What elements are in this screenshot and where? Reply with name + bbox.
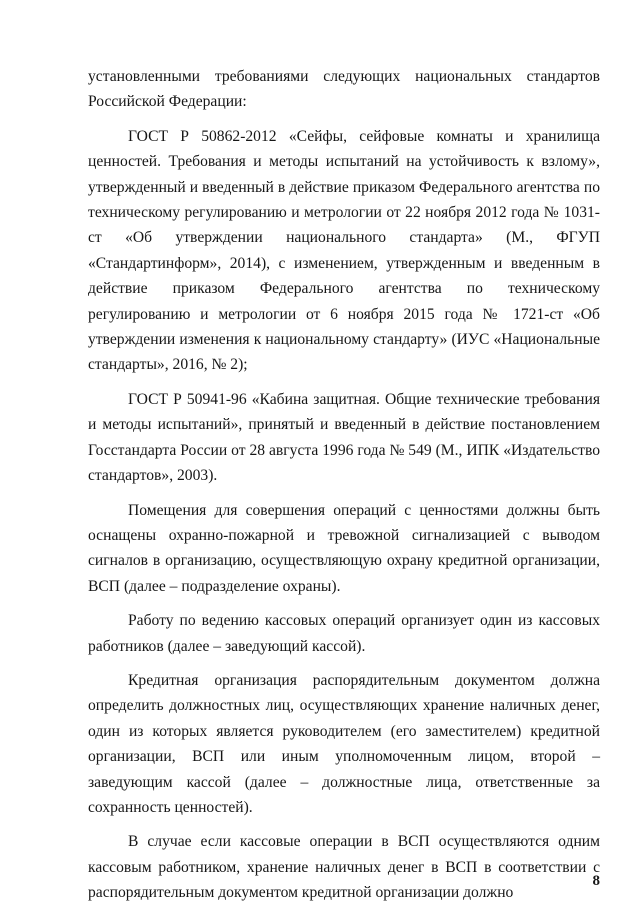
paragraph-premises-alarm: Помещения для совершения операций с ценностями должны быть оснащены охранно-пожарной и тревожной сигнализацией с выводом сигналов в организацию, осуществляющую охрану кредитной организации, ВСП (далее – подразделение охраны). [88,501,600,595]
document-page [88,64,600,906]
paragraph-single-cashier: В случае если кассовые операции в ВСП осуществляются одним кассовым работником, хранение наличных денег в ВСП в соответствии с распорядительным документом кредитной организации должно [88,833,600,902]
paragraph-gost-50862: ГОСТ Р 50862-2012 «Сейфы, сейфовые комнаты и хранилища ценностей. Требования и методы испытаний на устойчивость к взлому», утвержденный и введенный в действие приказом Федерального агентства по техническому регулированию и метрологии от 22 ноября 2012 года № 1031-ст «Об утверждении национального стандарта» (М., ФГУП «Стандартинформ», 2014), с изменением, утвержденным и введенным в действие приказом Федерального агентства по техническому регулированию и метрологии от 6 ноября 2015 года № 1721-ст «Об утверждении изменения к национальному стандарту» (ИУС «Национальные стандарты», 2016, № 2); [88,127,600,374]
page-number: 8 [592,873,600,889]
paragraph-gost-50941: ГОСТ Р 50941-96 «Кабина защитная. Общие технические требования и методы испытаний», принятый и введенный в действие постановлением Госстандарта России от 28 августа 1996 года № 549 (М., ИПК «Издательство стандартов», 2003). [88,390,600,485]
paragraph-responsible-officials: Кредитная организация распорядительным документом должна определить должностных лиц, осуществляющих хранение наличных денег, один из которых является руководителем (его заместителем) кредитной организации, ВСП или иным уполномоченным лицом, второй – заведующим кассой (далее – должностные лица, ответственные за сохранность ценностей). [88,671,600,816]
paragraph-intro: установленными требованиями следующих национальных стандартов Российской Федерации: [88,68,600,111]
paragraph-cash-head: Работу по ведению кассовых операций организует один из кассовых работников (далее – заведующий кассой). [88,612,600,655]
